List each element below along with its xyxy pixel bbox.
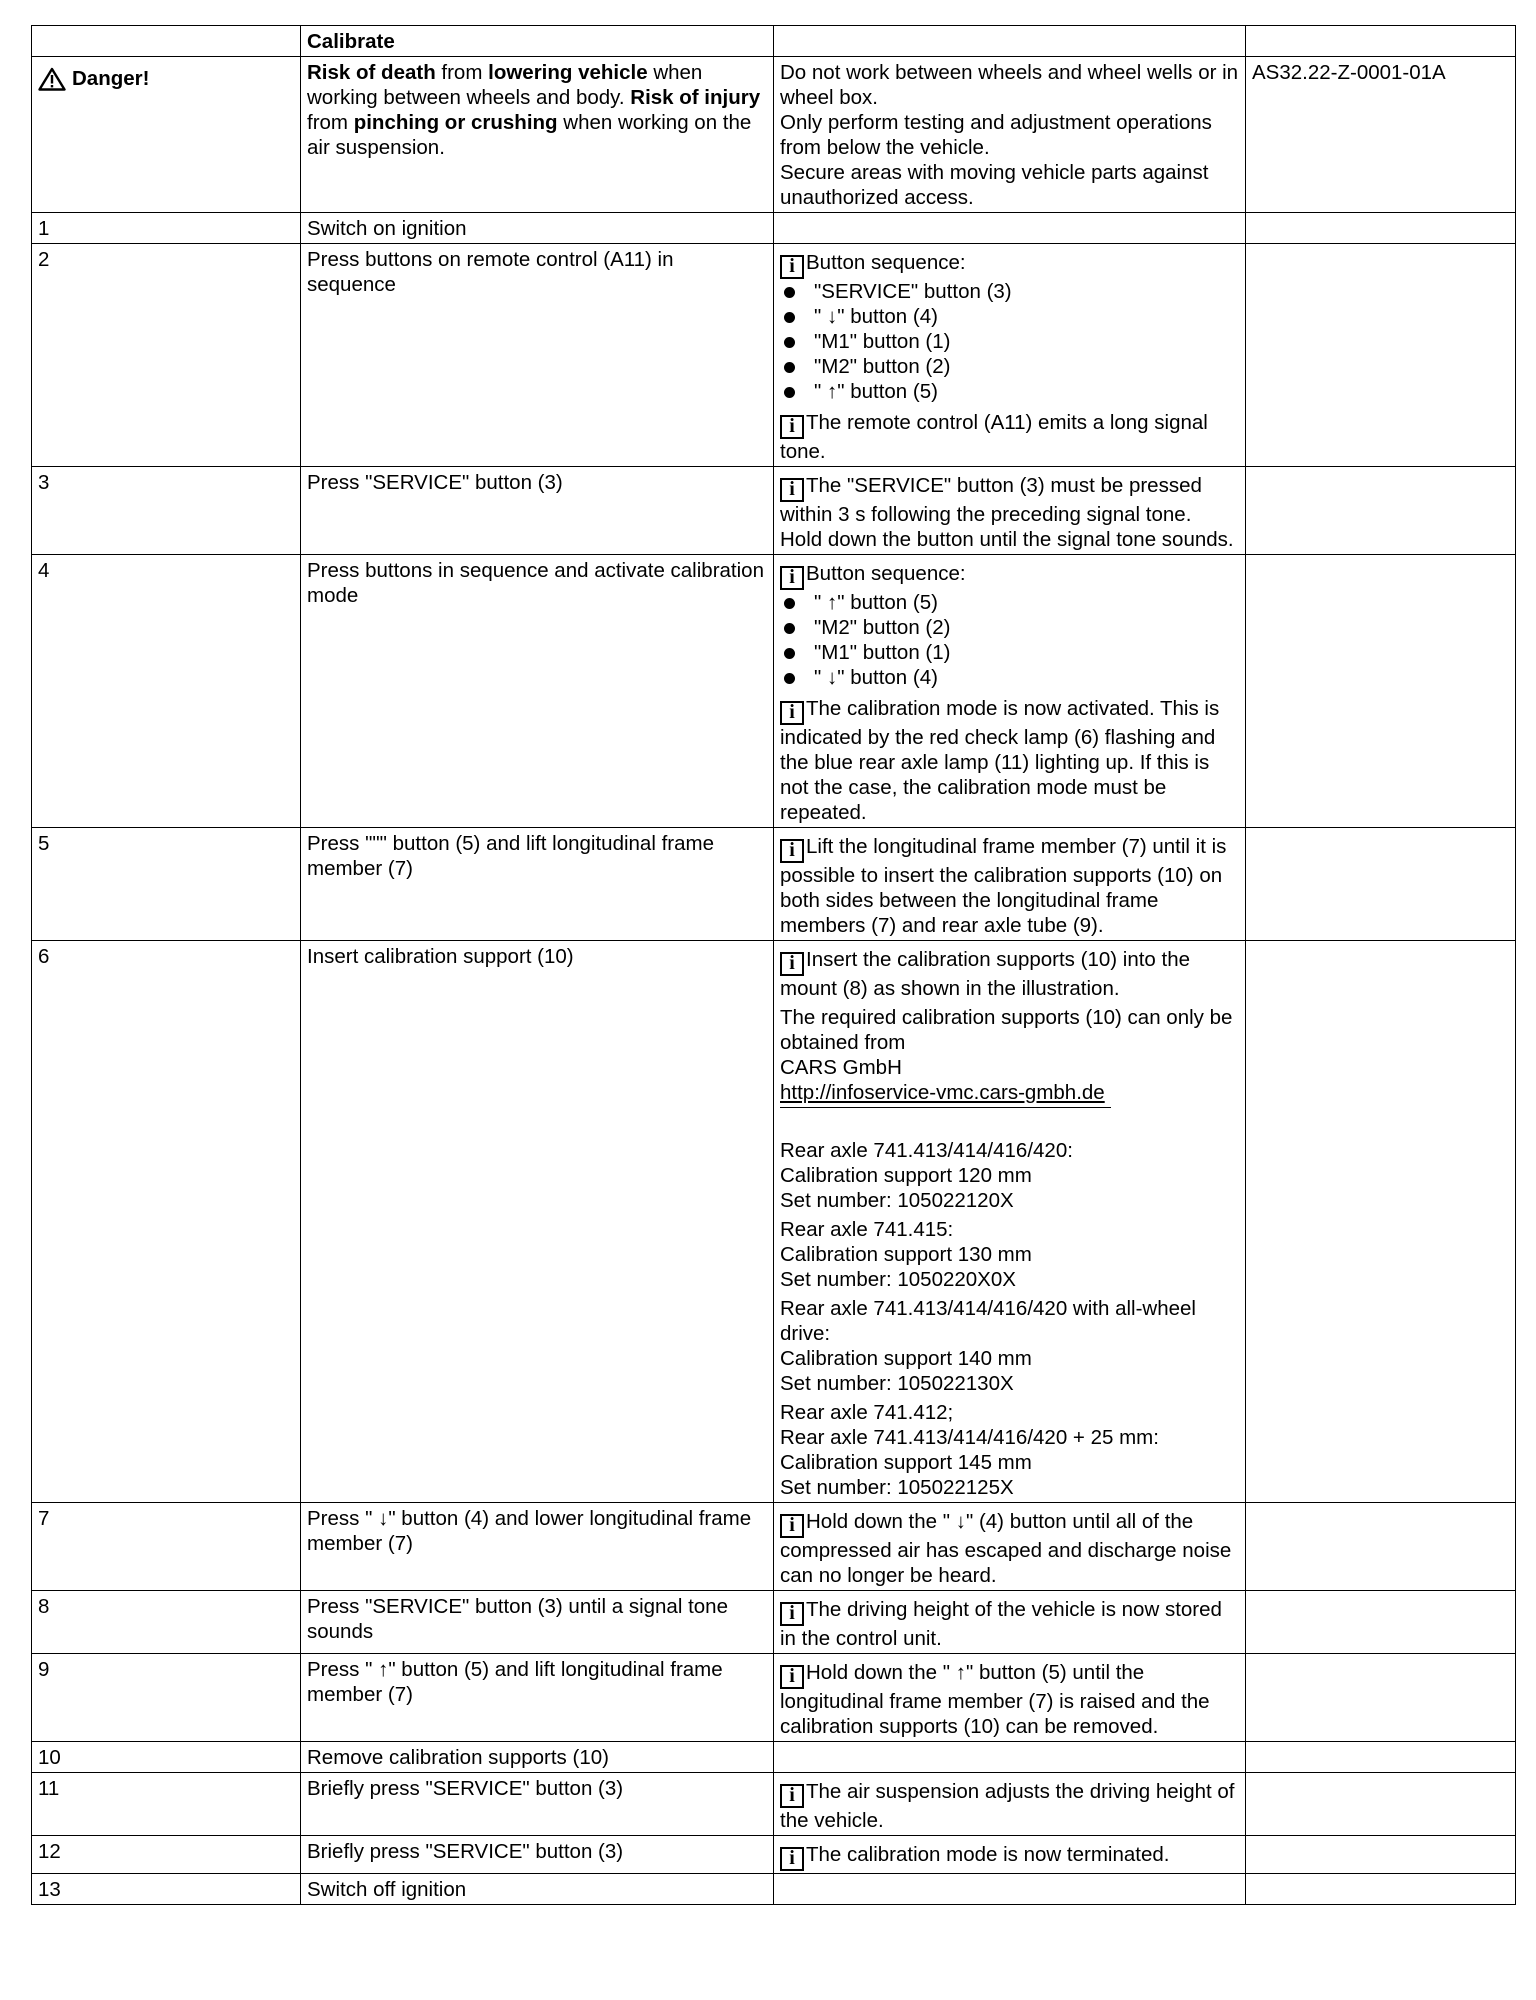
step-action: Switch off ignition (301, 1874, 774, 1905)
info-icon: i (780, 839, 804, 863)
note-text: Lift the longitudinal frame member (7) until it is possible to insert the calibration supports (10) on both sides between the longitudinal frame members (7) and rear axle tube (9). (780, 835, 1227, 937)
step-notes (774, 1503, 1246, 1591)
step-number: 9 (32, 1654, 301, 1742)
danger-text-part: Risk of injury (630, 86, 761, 109)
note (780, 1660, 1239, 1739)
note (780, 561, 1239, 690)
header-row (32, 26, 1516, 57)
note (780, 1005, 1239, 1108)
note-text: Rear axle 741.415: Calibration support 130 mm Set number: 1050220X0X (780, 1218, 1032, 1291)
sequence-item: "M1" button (1) (780, 329, 1239, 354)
info-icon: i (780, 1784, 804, 1808)
step-notes (774, 1836, 1246, 1874)
step-number: 4 (32, 555, 301, 828)
step-extra (1246, 1836, 1516, 1874)
danger-label-wrap (38, 66, 294, 91)
procedure-table-body (32, 26, 1516, 1905)
step-extra (1246, 1773, 1516, 1836)
step-extra (1246, 1742, 1516, 1773)
sequence-item: "M2" button (2) (780, 354, 1239, 379)
step-extra (1246, 244, 1516, 467)
danger-measures: Do not work between wheels and wheel wells or in wheel box. Only perform testing and adjustment operations from below the vehicle. Secure areas with moving vehicle parts against unauthorized access. (774, 57, 1246, 213)
step-notes (774, 467, 1246, 555)
note (780, 1138, 1239, 1213)
note-text: The air suspension adjusts the driving height of the vehicle. (780, 1780, 1235, 1832)
step-row (32, 941, 1516, 1503)
document-code: AS32.22-Z-0001-01A (1246, 57, 1516, 213)
note-text: Hold down the " ↓" (4) button until all of the compressed air has escaped and discharge noise can no longer be heard. (780, 1510, 1232, 1587)
info-icon: i (780, 1847, 804, 1871)
warning-triangle-icon (38, 67, 66, 91)
step-action: Press "SERVICE" button (3) until a signal tone sounds (301, 1591, 774, 1654)
procedure-table (31, 25, 1516, 1905)
note (780, 834, 1239, 938)
note-text: The remote control (A11) emits a long signal tone. (780, 411, 1208, 463)
step-number: 6 (32, 941, 301, 1503)
infoservice-link[interactable]: http://infoservice-vmc.cars-gmbh.de (780, 1080, 1111, 1108)
step-extra (1246, 1503, 1516, 1591)
step-action: Press """ button (5) and lift longitudinal frame member (7) (301, 828, 774, 941)
step-notes (774, 828, 1246, 941)
note-text: The driving height of the vehicle is now stored in the control unit. (780, 1598, 1222, 1650)
note-text: The calibration mode is now activated. This is indicated by the red check lamp (6) flashing and the blue rear axle lamp (11) lighting up. If this is not the case, the calibration mode must be repeated. (780, 697, 1220, 824)
info-icon: i (780, 952, 804, 976)
step-notes (774, 244, 1246, 467)
step-number: 5 (32, 828, 301, 941)
step-action: Press " ↓" button (4) and lower longitudinal frame member (7) (301, 1503, 774, 1591)
header-empty-cell (774, 26, 1246, 57)
step-notes (774, 213, 1246, 244)
step-notes (774, 1874, 1246, 1905)
step-action: Briefly press "SERVICE" button (3) (301, 1773, 774, 1836)
info-icon: i (780, 415, 804, 439)
danger-cell (32, 57, 301, 213)
step-row (32, 1773, 1516, 1836)
step-number: 12 (32, 1836, 301, 1874)
step-notes (774, 1742, 1246, 1773)
step-row (32, 1874, 1516, 1905)
step-notes (774, 941, 1246, 1503)
step-action: Insert calibration support (10) (301, 941, 774, 1503)
step-number: 10 (32, 1742, 301, 1773)
step-extra (1246, 555, 1516, 828)
step-row (32, 244, 1516, 467)
info-icon: i (780, 478, 804, 502)
button-sequence-list (780, 279, 1239, 404)
step-extra (1246, 1874, 1516, 1905)
danger-text-part: when working between wheels and body. (307, 61, 703, 109)
step-action: Press buttons in sequence and activate calibration mode (301, 555, 774, 828)
step-notes (774, 1591, 1246, 1654)
danger-text-part: from (307, 111, 354, 134)
sequence-item: " ↓" button (4) (780, 665, 1239, 690)
sequence-item: "M2" button (2) (780, 615, 1239, 640)
step-action: Press "SERVICE" button (3) (301, 467, 774, 555)
step-extra (1246, 213, 1516, 244)
note-text: Hold down the " ↑" button (5) until the longitudinal frame member (7) is raised and the calibration supports (10) can be removed. (780, 1661, 1210, 1738)
note-text: The "SERVICE" button (3) must be pressed within 3 s following the preceding signal tone. Hold down the button until the signal tone sounds. (780, 474, 1234, 551)
info-icon: i (780, 566, 804, 590)
step-row (32, 828, 1516, 941)
step-extra (1246, 828, 1516, 941)
note (780, 947, 1239, 1001)
step-number: 11 (32, 1773, 301, 1836)
sequence-item: "M1" button (1) (780, 640, 1239, 665)
button-sequence-list (780, 590, 1239, 690)
step-action: Remove calibration supports (10) (301, 1742, 774, 1773)
header-empty-cell (32, 26, 301, 57)
sequence-item: "SERVICE" button (3) (780, 279, 1239, 304)
note-text: Rear axle 741.413/414/416/420: Calibration support 120 mm Set number: 105022120X (780, 1139, 1073, 1212)
step-number: 8 (32, 1591, 301, 1654)
step-number: 13 (32, 1874, 301, 1905)
note-text: Button sequence: (806, 251, 966, 274)
sequence-item: " ↑" button (5) (780, 379, 1239, 404)
note (780, 1217, 1239, 1292)
step-number: 1 (32, 213, 301, 244)
step-number: 7 (32, 1503, 301, 1591)
danger-text-part: Risk of death (307, 61, 436, 84)
danger-row (32, 57, 1516, 213)
info-icon: i (780, 1514, 804, 1538)
step-row (32, 213, 1516, 244)
sequence-item: " ↑" button (5) (780, 590, 1239, 615)
step-notes (774, 555, 1246, 828)
note (780, 696, 1239, 825)
step-row (32, 1742, 1516, 1773)
step-row (32, 1591, 1516, 1654)
note (780, 1842, 1239, 1871)
step-extra (1246, 1654, 1516, 1742)
note (780, 410, 1239, 464)
note-text: Rear axle 741.412; Rear axle 741.413/414/416/420 + 25 mm: Calibration support 145 mm Set number: 105022125X (780, 1401, 1159, 1499)
danger-text-part: lowering vehicle (488, 61, 648, 84)
step-action: Switch on ignition (301, 213, 774, 244)
step-extra (1246, 1591, 1516, 1654)
note (780, 1509, 1239, 1588)
info-icon: i (780, 1602, 804, 1626)
step-notes (774, 1773, 1246, 1836)
danger-label: Danger! (72, 67, 150, 90)
procedure-title: Calibrate (301, 26, 774, 57)
info-icon: i (780, 1665, 804, 1689)
note-text: Rear axle 741.413/414/416/420 with all-wheel drive: Calibration support 140 mm Set number: 105022130X (780, 1297, 1196, 1395)
step-number: 3 (32, 467, 301, 555)
step-notes (774, 1654, 1246, 1742)
note (780, 1296, 1239, 1396)
note (780, 473, 1239, 552)
step-action: Press buttons on remote control (A11) in sequence (301, 244, 774, 467)
note-text: The calibration mode is now terminated. (806, 1843, 1170, 1866)
danger-text (301, 57, 774, 213)
step-action: Briefly press "SERVICE" button (3) (301, 1836, 774, 1874)
danger-text-part: pinching or crushing (353, 111, 558, 134)
danger-text-part: from (435, 61, 489, 84)
info-icon: i (780, 701, 804, 725)
note-text: The required calibration supports (10) can only be obtained from CARS GmbH (780, 1006, 1233, 1079)
sequence-item: " ↓" button (4) (780, 304, 1239, 329)
note (780, 1779, 1239, 1833)
note-text: Button sequence: (806, 562, 966, 585)
step-extra (1246, 941, 1516, 1503)
header-empty-cell (1246, 26, 1516, 57)
step-row (32, 1503, 1516, 1591)
note (780, 1597, 1239, 1651)
step-row (32, 555, 1516, 828)
danger-text-part: when working on the air suspension. (307, 111, 752, 159)
info-icon: i (780, 255, 804, 279)
note-text: Insert the calibration supports (10) into the mount (8) as shown in the illustration. (780, 948, 1191, 1000)
step-extra (1246, 467, 1516, 555)
step-number: 2 (32, 244, 301, 467)
spacer (780, 1108, 1239, 1134)
note (780, 1400, 1239, 1500)
step-row (32, 1836, 1516, 1874)
step-action: Press " ↑" button (5) and lift longitudinal frame member (7) (301, 1654, 774, 1742)
step-row (32, 467, 1516, 555)
step-row (32, 1654, 1516, 1742)
note (780, 250, 1239, 404)
